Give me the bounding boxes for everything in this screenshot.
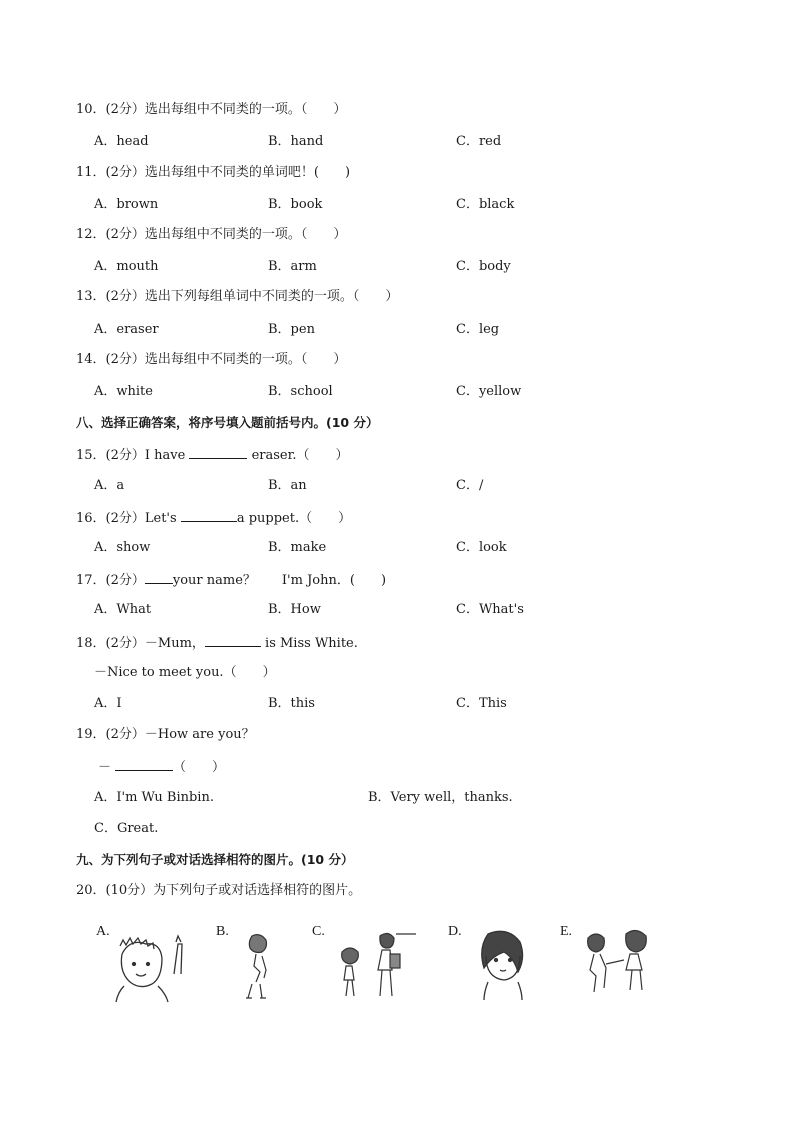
option-c: C．/ (456, 478, 484, 493)
option-b: B．How (268, 602, 321, 617)
option-a: A．white (94, 384, 153, 399)
section-heading-9: 九、为下列句子或对话选择相符的图片。(10 分） (76, 852, 354, 867)
option-c: C．black (456, 197, 515, 212)
option-b: B．an (268, 478, 307, 493)
option-b: B．make (268, 540, 327, 555)
option-c: C．What's (456, 602, 524, 617)
stem-suffix: eraser.（ ） (247, 448, 349, 463)
stem-prefix: 18．(2分）－Mum， (76, 636, 205, 651)
stem-suffix: your name？ I'm John．( ) (172, 573, 387, 588)
option-a: A．I'm Wu Binbin. (94, 790, 214, 805)
boy-raising-hand-icon (96, 924, 196, 1004)
picture-label: C. (312, 924, 325, 939)
picture-label: A. (96, 924, 110, 939)
answer-blank (205, 634, 261, 647)
picture-e (560, 924, 670, 1004)
picture-d (448, 924, 538, 1004)
picture-label: E. (560, 924, 573, 939)
option-b: B．arm (268, 259, 317, 274)
option-a: A．mouth (94, 259, 159, 274)
section-heading-8: 八、选择正确答案，将序号填入题前括号内。(10 分） (76, 415, 379, 430)
boy-and-girl-greeting-icon (560, 924, 670, 1004)
dash: － (98, 760, 112, 775)
question-stem (76, 571, 386, 589)
option-c: C．body (456, 259, 511, 274)
answer-blank (189, 446, 247, 459)
question-20-stem: 20．(10分）为下列句子或对话选择相符的图片。 (76, 883, 362, 898)
picture-c (312, 924, 422, 1004)
answer-blank (145, 571, 173, 584)
question-stem: 19．(2分）－How are you？ (76, 727, 255, 742)
option-a: A．head (94, 134, 149, 149)
picture-a (96, 924, 196, 1004)
option-b: B．book (268, 197, 323, 212)
answer-blank (115, 758, 173, 771)
picture-label: B. (216, 924, 229, 939)
option-c: C．leg (456, 322, 500, 337)
option-a: A．a (94, 478, 125, 493)
picture-b (216, 924, 286, 1004)
option-c: C．This (456, 696, 507, 711)
option-c: C．yellow (456, 384, 522, 399)
question-stem: 11．(2分）选出每组中不同类的单词吧！( ) (76, 165, 351, 180)
girl-and-teacher-icon (312, 924, 422, 1004)
option-b: B．school (268, 384, 333, 399)
option-a: A．brown (94, 197, 159, 212)
option-b: B．hand (268, 134, 324, 149)
question-stem: 10．(2分）选出每组中不同类的一项。（ ） (76, 102, 347, 117)
question-stem (76, 509, 351, 527)
question-stem: 13．(2分）选出下列每组单词中不同类的一项。（ ） (76, 289, 399, 304)
question-stem: 14．(2分）选出每组中不同类的一项。（ ） (76, 352, 347, 367)
question-stem (76, 446, 349, 464)
answer-blank (181, 509, 237, 522)
stem-suffix: a puppet.（ ） (236, 511, 352, 526)
option-b: B．this (268, 696, 315, 711)
girl-portrait-icon (448, 924, 538, 1004)
option-c: C．Great. (94, 821, 159, 836)
dialogue-line: －Nice to meet you.（ ） (94, 665, 276, 680)
option-a: A．I (94, 696, 122, 711)
stem-suffix: is Miss White. (260, 636, 358, 651)
option-b: B．pen (268, 322, 315, 337)
question-stem: 12．(2分）选出每组中不同类的一项。（ ） (76, 227, 347, 242)
question-stem (76, 634, 358, 652)
option-c: C．red (456, 134, 502, 149)
stem-prefix: 16．(2分）Let's (76, 511, 181, 526)
stem-prefix: 15．(2分）I have (76, 448, 190, 463)
option-c: C．look (456, 540, 507, 555)
paren: （ ） (173, 760, 226, 775)
option-b: B．Very well，thanks. (368, 790, 513, 805)
dialogue-line (98, 758, 225, 776)
option-a: A．eraser (94, 322, 159, 337)
stem-prefix: 17．(2分） (76, 573, 145, 588)
option-a: A．show (94, 540, 151, 555)
picture-label: D. (448, 924, 462, 939)
boy-standing-icon (216, 924, 286, 1004)
option-a: A．What (94, 602, 152, 617)
